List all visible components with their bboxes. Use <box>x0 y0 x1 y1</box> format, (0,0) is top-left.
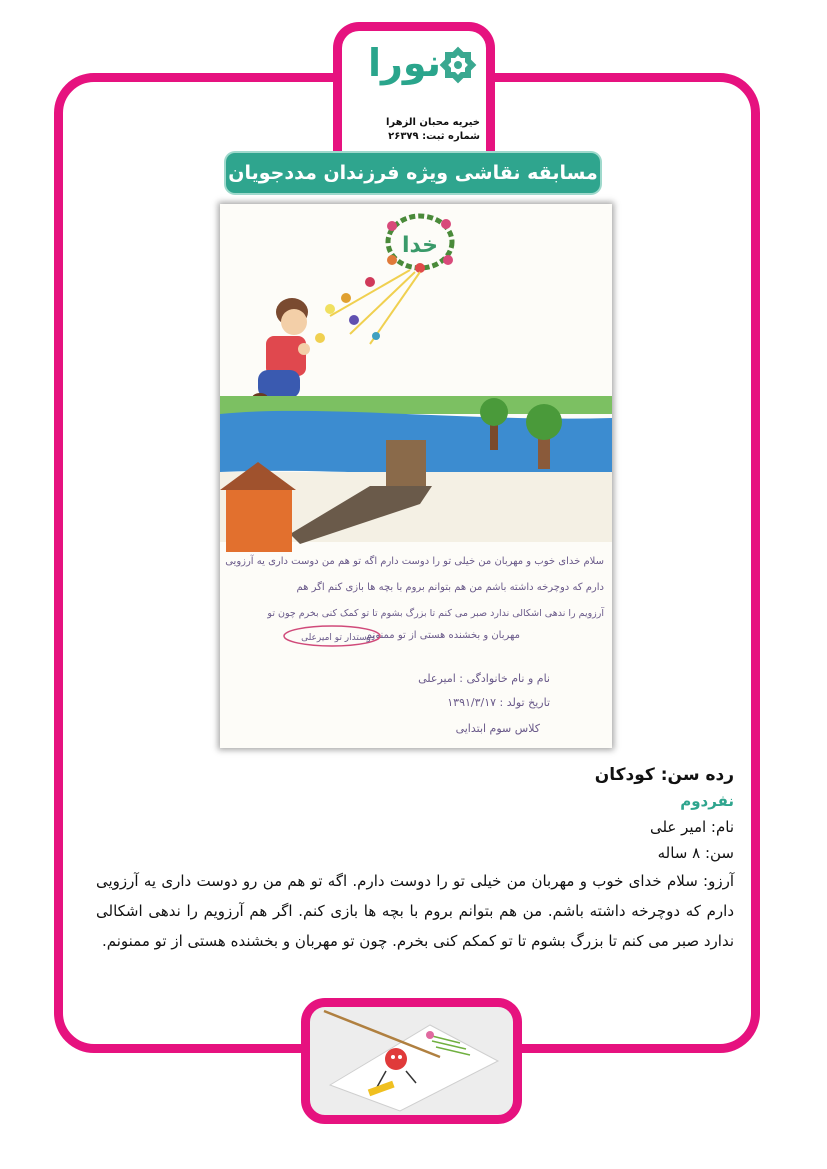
competition-title: مسابقه نقاشی ویژه فرزندان مددجویان <box>226 153 600 193</box>
drawing-paper-icon <box>310 1007 513 1115</box>
entrant-name: نام: امیر علی <box>649 818 734 836</box>
birth-label: تاریخ تولد : ۱۳۹۱/۳/۱۷ <box>447 696 550 709</box>
letter-line-4: مهربان و بخشنده هستی از تو ممنونم <box>365 630 520 641</box>
butterflies <box>315 277 380 343</box>
letter-line-2: دارم که دوچرخه داشته باشم من هم بتوانم بروم با بچه ها بازی کنم اگر هم <box>296 582 604 593</box>
placement: نفردوم <box>680 792 734 810</box>
praying-boy <box>252 298 310 403</box>
logo-wordmark: نورا <box>368 41 441 85</box>
name-label: نام و نام خانوادگی : امیرعلی <box>418 672 550 685</box>
entrant-wish: آرزو: سلام خدای خوب و مهربان من خیلی تو را دوست دارم. اگه تو هم من رو دوست داری یه آرزویی دارم که دوچرخه داشته باشم. من هم بتوانم بروم با بچه ها بازی کنم. اگر هم آرزویم را ندهی اشکالی ندارد صبر می کنم تا بزرگ بشوم تا تو کمکم کنی بخرم. چون تو مهربان و بخشنده هستی از تو ممنونم. <box>96 872 734 950</box>
org-name: خیریه محبان الزهرا <box>385 117 480 128</box>
letter-line-1: سلام خدای خوب و مهربان من خیلی تو را دوست دارم اگه تو هم من دوست داری یه آرزویی <box>225 556 604 567</box>
bottom-emblem <box>301 998 522 1124</box>
handwritten-letter <box>225 554 604 735</box>
letter-signature: دوستدار تو امیرعلی <box>301 633 375 643</box>
entry-info <box>96 762 734 956</box>
entrant-age: سن: ۸ ساله <box>657 844 734 862</box>
letter-line-3: آرزویم را ندهی اشکالی ندارد صبر می کنم تا بزرگ بشوم تا تو کمک کنی بخرم چون تو <box>267 608 604 619</box>
age-category: رده سن: کودکان <box>594 765 734 785</box>
bridge <box>386 440 426 486</box>
child-drawing <box>220 204 612 748</box>
class-label: کلاس سوم ابتدایی <box>455 722 540 735</box>
registration-number: شماره ثبت: ۲۶۳۷۹ <box>388 131 480 142</box>
crown-text: خدا <box>401 233 439 258</box>
logo-tab <box>333 22 495 154</box>
star-emblem-icon <box>438 45 478 85</box>
logo <box>360 39 480 149</box>
